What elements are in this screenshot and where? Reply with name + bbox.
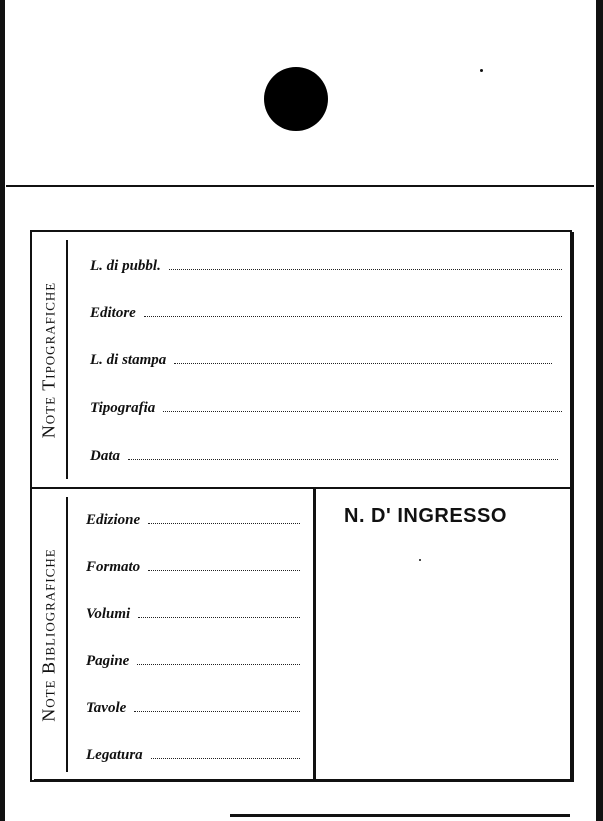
fill-line <box>144 315 562 317</box>
fill-line <box>169 268 562 270</box>
page-right-edge <box>596 0 603 821</box>
field-luogo-pubblicazione <box>90 258 562 275</box>
field-label: Tavole <box>86 700 127 716</box>
fill-line <box>174 362 552 364</box>
form-box-shadow-bottom <box>34 779 574 782</box>
note-bibliografiche-title: Note Bibliografiche <box>38 547 59 722</box>
numero-ingresso-label: N. D' INGRESSO <box>344 505 507 527</box>
field-label: Editore <box>90 305 136 321</box>
fill-line <box>137 663 300 665</box>
fill-line <box>151 757 300 759</box>
card-tab-area <box>6 0 594 187</box>
fill-line <box>148 522 300 524</box>
field-formato <box>86 559 300 576</box>
form-box-shadow-right <box>570 232 574 780</box>
note-bibliografiche-label-wrap <box>32 489 70 780</box>
fill-line <box>138 616 300 618</box>
section-rule <box>66 240 68 479</box>
field-edizione <box>86 512 300 529</box>
field-label: Legatura <box>86 747 143 763</box>
note-tipografiche-section <box>32 232 570 489</box>
field-legatura <box>86 747 300 764</box>
field-label: Formato <box>86 559 141 575</box>
field-volumi <box>86 606 300 623</box>
field-editore <box>90 305 562 322</box>
field-data <box>90 448 558 465</box>
note-tipografiche-title: Note Tipografiche <box>38 281 59 438</box>
field-tavole <box>86 700 300 717</box>
field-label: Tipografia <box>90 400 156 416</box>
field-label: Pagine <box>86 653 130 669</box>
field-label: Volumi <box>86 606 131 622</box>
note-tipografiche-label-wrap <box>32 232 70 487</box>
fill-line <box>128 458 558 460</box>
field-tipografia <box>90 400 562 417</box>
field-luogo-stampa <box>90 352 552 369</box>
field-label: Data <box>90 448 120 464</box>
field-label: Edizione <box>86 512 141 528</box>
section-rule <box>66 497 68 772</box>
punch-hole <box>264 67 328 131</box>
note-bibliografiche-section <box>32 489 570 780</box>
ingresso-divider <box>313 489 316 780</box>
form-box <box>30 230 572 782</box>
page-left-edge <box>0 0 5 821</box>
fill-line <box>148 569 300 571</box>
field-pagine <box>86 653 300 670</box>
ink-speck <box>480 69 483 72</box>
field-label: L. di stampa <box>90 352 167 368</box>
fill-line <box>134 710 300 712</box>
fill-line <box>163 410 562 412</box>
field-label: L. di pubbl. <box>90 258 161 274</box>
ink-speck <box>419 559 421 561</box>
